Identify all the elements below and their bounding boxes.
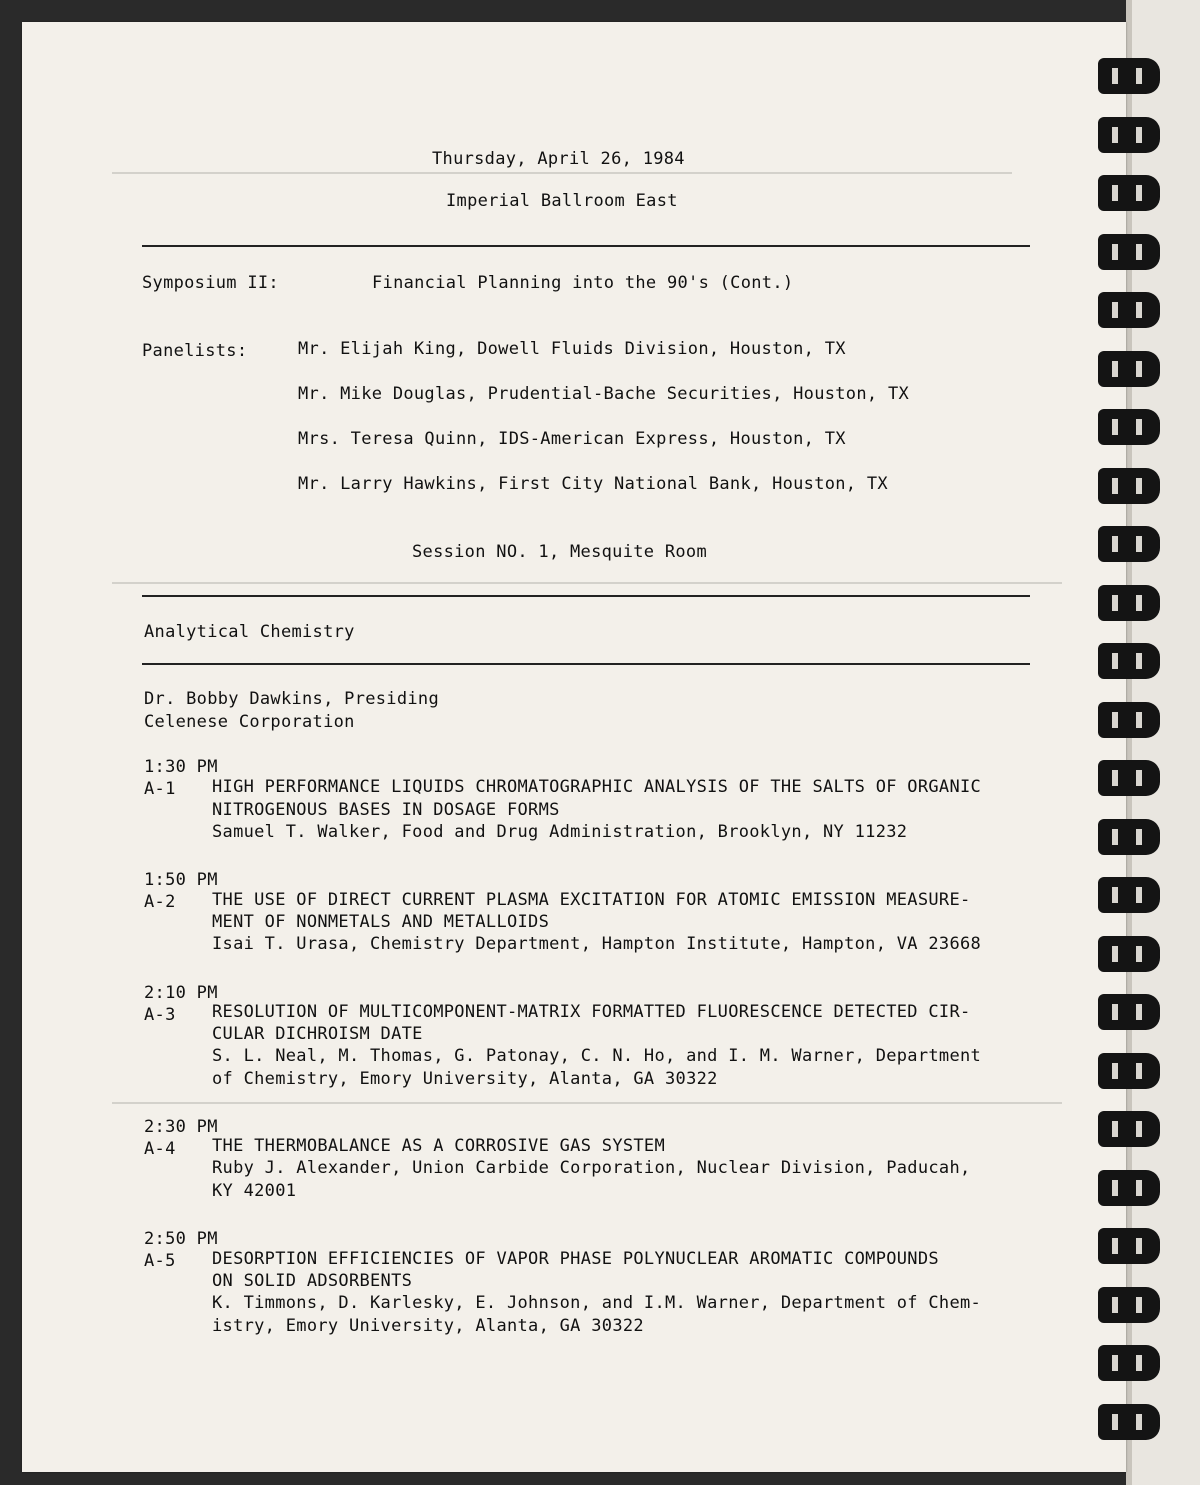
- session-subject: Analytical Chemistry: [144, 622, 355, 642]
- binding-ring: [1098, 1053, 1160, 1089]
- binding-ring: [1098, 409, 1160, 445]
- paper-title: RESOLUTION OF MULTICOMPONENT-MATRIX FORMATTED FLUORESCENCE DETECTED CIR-: [212, 1002, 971, 1022]
- divider: [142, 245, 1030, 247]
- binding-ring: [1098, 994, 1160, 1030]
- presider-name: Dr. Bobby Dawkins, Presiding: [144, 689, 439, 709]
- paper-author: Ruby J. Alexander, Union Carbide Corporation, Nuclear Division, Paducah,: [212, 1158, 971, 1178]
- divider: [142, 663, 1030, 665]
- paper-title: HIGH PERFORMANCE LIQUIDS CHROMATOGRAPHIC ANALYSIS OF THE SALTS OF ORGANIC: [212, 777, 982, 797]
- document-page: [22, 22, 1126, 1472]
- paper-title: THE USE OF DIRECT CURRENT PLASMA EXCITATION FOR ATOMIC EMISSION MEASURE-: [212, 890, 971, 910]
- paper-time: 2:30 PM: [144, 1117, 218, 1137]
- paper-author: istry, Emory University, Alanta, GA 30322: [212, 1316, 644, 1336]
- paper-code: A-5: [144, 1251, 176, 1271]
- binding-ring: [1098, 292, 1160, 328]
- paper-time: 1:50 PM: [144, 870, 218, 890]
- binding-ring: [1098, 117, 1160, 153]
- paper-author: KY 42001: [212, 1181, 297, 1201]
- paper-author: S. L. Neal, M. Thomas, G. Patonay, C. N. Ho, and I. M. Warner, Department: [212, 1046, 982, 1066]
- binding-ring: [1098, 234, 1160, 270]
- page-location: Imperial Ballroom East: [446, 191, 678, 211]
- symposium-title: Financial Planning into the 90's (Cont.): [372, 273, 794, 293]
- paper-time: 2:10 PM: [144, 983, 218, 1003]
- paper-author: K. Timmons, D. Karlesky, E. Johnson, and I.M. Warner, Department of Chem-: [212, 1293, 982, 1313]
- binding-ring: [1098, 526, 1160, 562]
- panelist: Mr. Elijah King, Dowell Fluids Division, Houston, TX: [298, 339, 846, 359]
- page-date: Thursday, April 26, 1984: [432, 149, 685, 169]
- paper-title: NITROGENOUS BASES IN DOSAGE FORMS: [212, 800, 560, 820]
- panelist: Mr. Larry Hawkins, First City National Bank, Houston, TX: [298, 474, 888, 494]
- binding-ring: [1098, 1170, 1160, 1206]
- divider: [142, 595, 1030, 597]
- binding-ring: [1098, 175, 1160, 211]
- symposium-label: Symposium II:: [142, 273, 279, 293]
- paper-code: A-4: [144, 1139, 176, 1159]
- paper-author: of Chemistry, Emory University, Alanta, GA 30322: [212, 1069, 718, 1089]
- session-title: Session NO. 1, Mesquite Room: [412, 542, 707, 562]
- paper-code: A-2: [144, 892, 176, 912]
- binding-ring: [1098, 585, 1160, 621]
- panelist: Mr. Mike Douglas, Prudential-Bache Securities, Houston, TX: [298, 384, 910, 404]
- paper-title: THE THERMOBALANCE AS A CORROSIVE GAS SYSTEM: [212, 1136, 665, 1156]
- binding-ring: [1098, 760, 1160, 796]
- paper-title: DESORPTION EFFICIENCIES OF VAPOR PHASE POLYNUCLEAR AROMATIC COMPOUNDS: [212, 1249, 939, 1269]
- presider-affiliation: Celenese Corporation: [144, 712, 355, 732]
- binding-ring: [1098, 819, 1160, 855]
- binding-ring: [1098, 1228, 1160, 1264]
- paper-title: CULAR DICHROISM DATE: [212, 1024, 423, 1044]
- binding-ring: [1098, 877, 1160, 913]
- binding-ring: [1098, 702, 1160, 738]
- binding-ring: [1098, 58, 1160, 94]
- binding-ring: [1098, 1345, 1160, 1381]
- binding-ring: [1098, 1404, 1160, 1440]
- binding-ring: [1098, 468, 1160, 504]
- paper-code: A-3: [144, 1005, 176, 1025]
- paper-time: 2:50 PM: [144, 1229, 218, 1249]
- binding-ring: [1098, 643, 1160, 679]
- binding-ring: [1098, 351, 1160, 387]
- panelists-label: Panelists:: [142, 341, 248, 361]
- paper-author: Samuel T. Walker, Food and Drug Administration, Brooklyn, NY 11232: [212, 822, 908, 842]
- panelist: Mrs. Teresa Quinn, IDS-American Express, Houston, TX: [298, 429, 846, 449]
- binding-ring: [1098, 1287, 1160, 1323]
- binding-ring: [1098, 1111, 1160, 1147]
- paper-time: 1:30 PM: [144, 757, 218, 777]
- binding-ring: [1098, 936, 1160, 972]
- paper-code: A-1: [144, 779, 176, 799]
- paper-title: ON SOLID ADSORBENTS: [212, 1271, 413, 1291]
- paper-title: MENT OF NONMETALS AND METALLOIDS: [212, 912, 550, 932]
- paper-author: Isai T. Urasa, Chemistry Department, Hampton Institute, Hampton, VA 23668: [212, 934, 982, 954]
